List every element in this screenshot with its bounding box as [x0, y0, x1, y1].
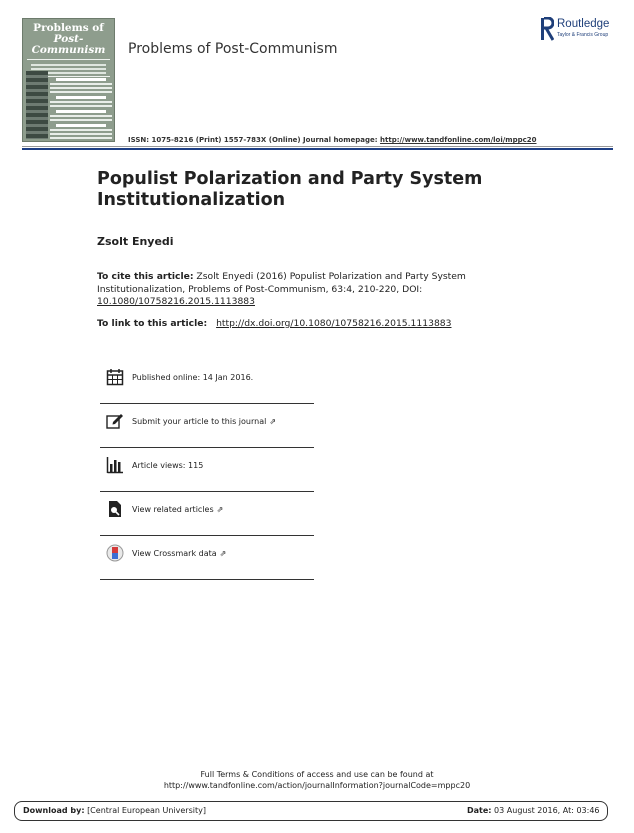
external-link-icon: ⇗ [219, 549, 227, 558]
submit-article-link[interactable]: Submit your article to this journal [132, 417, 267, 426]
crossmark-link[interactable]: View Crossmark data [132, 549, 217, 558]
date-value: 03 August 2016, At: 03:46 [494, 806, 600, 815]
citation-block [97, 271, 477, 309]
download-info-box [14, 801, 608, 821]
list-item-related[interactable] [100, 492, 314, 536]
list-item-views [100, 448, 314, 492]
cover-title-line1: Problems of [33, 22, 104, 34]
terms-line1: Full Terms & Conditions of access and use can be found at [200, 770, 434, 779]
link-label: To link to this article: [97, 318, 208, 329]
article-title: Populist Polarization and Party System Institutionalization [97, 169, 483, 210]
terms-url-link[interactable]: http://www.tandfonline.com/action/journalInformation?journalCode=mppc20 [163, 781, 471, 790]
download-label: Download by: [23, 806, 85, 815]
cite-label: To cite this article: [97, 271, 194, 282]
article-author[interactable]: Zsolt Enyedi [97, 235, 174, 248]
related-articles-link[interactable]: View related articles [132, 505, 214, 514]
journal-cover-image [22, 18, 115, 142]
external-link-icon: ⇗ [269, 417, 277, 426]
cover-title [23, 19, 114, 56]
search-document-icon [106, 500, 124, 518]
crossmark-icon [106, 544, 124, 562]
list-item-crossmark[interactable] [100, 536, 314, 580]
publisher-name: Routledge [557, 18, 610, 30]
article-link-line [97, 318, 451, 329]
published-date: Published online: 14 Jan 2016. [132, 373, 254, 382]
routledge-logo[interactable] [540, 17, 620, 43]
cite-text: Zsolt Enyedi (2016) Populist Polarization and Party System Institutionalization, Problems of Post-Communism, 63:4, 210-220, DOI: [97, 271, 466, 295]
list-item-published [100, 360, 314, 404]
calendar-icon [106, 368, 124, 386]
article-info-list [100, 360, 314, 580]
edit-icon [106, 412, 124, 430]
external-link-icon: ⇗ [216, 505, 224, 514]
publisher-tagline: Taylor & Francis Group [557, 32, 609, 38]
cover-contents [50, 75, 112, 141]
article-doi-link[interactable]: http://dx.doi.org/10.1080/10758216.2015.1113883 [216, 318, 452, 329]
journal-name: Problems of Post-Communism [128, 41, 338, 57]
header-divider-blue [22, 148, 613, 150]
journal-homepage-link[interactable]: http://www.tandfonline.com/loi/mppc20 [380, 136, 537, 144]
download-value: [Central European University] [87, 806, 206, 815]
article-views: Article views: 115 [132, 461, 204, 470]
list-item-submit[interactable] [100, 404, 314, 448]
bar-chart-icon [106, 456, 124, 474]
issn-line [128, 136, 537, 144]
cite-doi-link[interactable]: 10.1080/10758216.2015.1113883 [97, 296, 255, 307]
terms-notice [0, 769, 634, 791]
cover-photo [26, 71, 48, 139]
routledge-r-icon [540, 17, 554, 41]
cover-title-line2: Post-Communism [31, 33, 106, 56]
issn-text: ISSN: 1075-8216 (Print) 1557-783X (Online) Journal homepage: [128, 136, 378, 144]
date-label: Date: [467, 806, 492, 815]
